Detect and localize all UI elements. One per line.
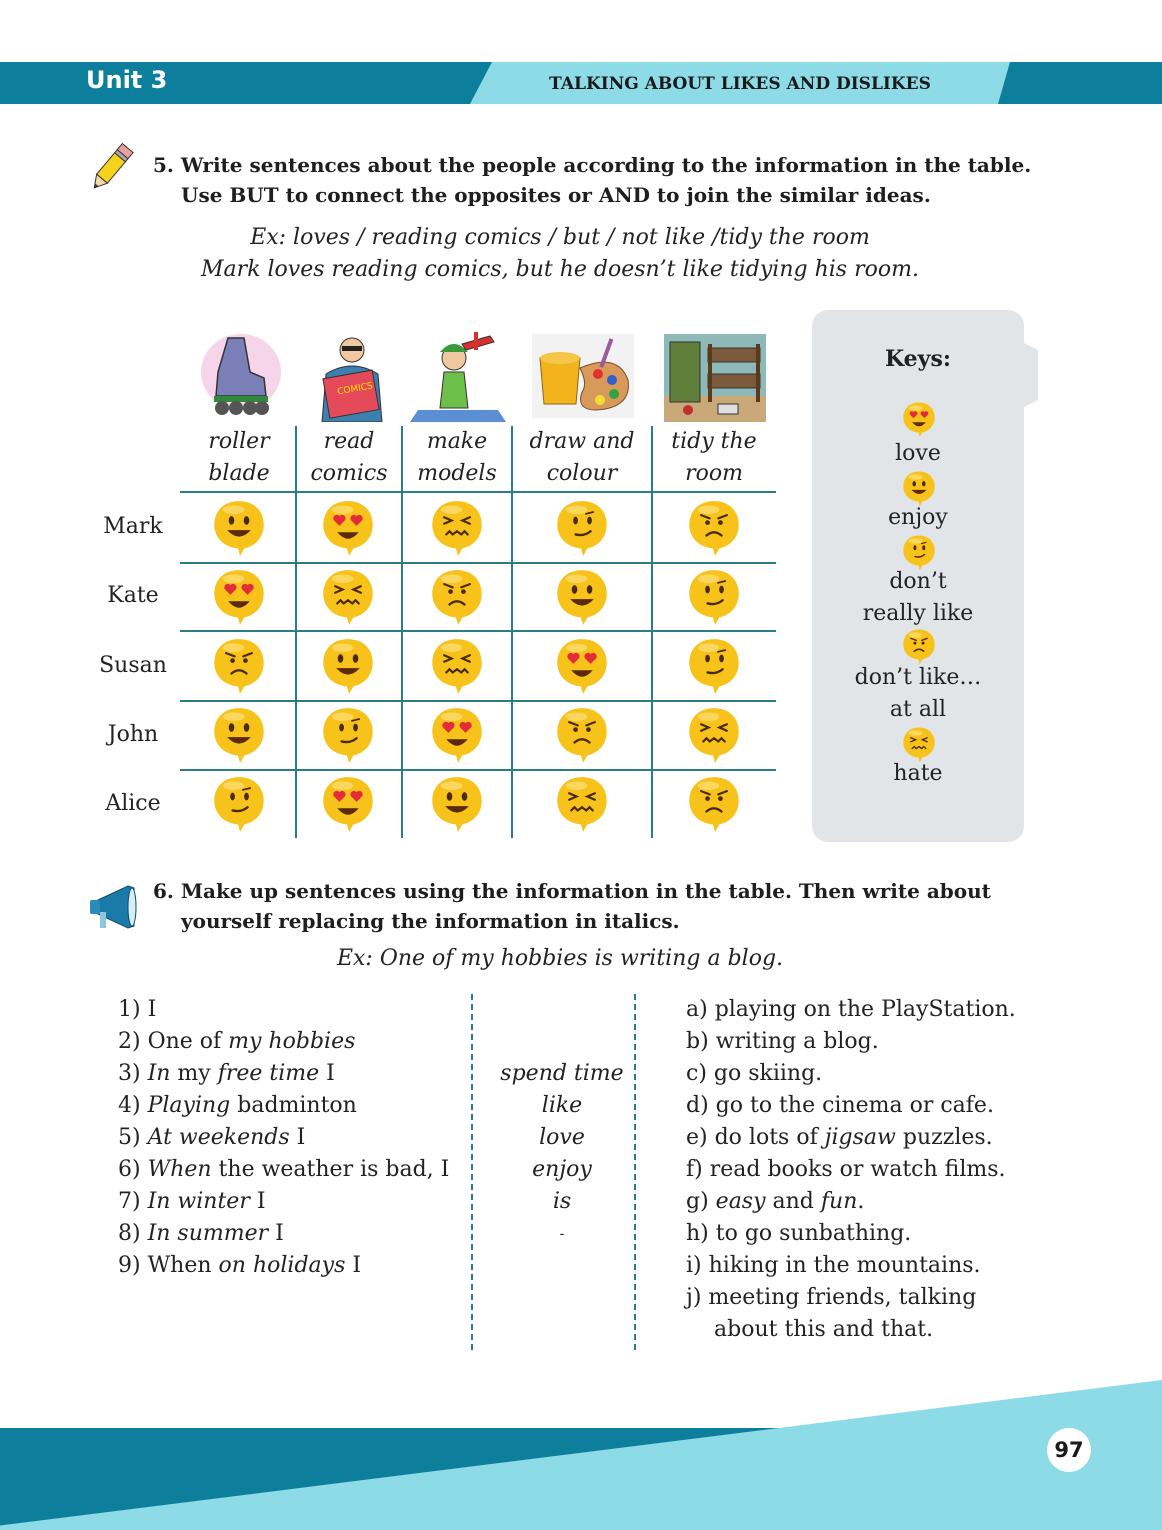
column-header-draw-and-colour: draw and colour (529, 429, 635, 486)
text: . (857, 1189, 865, 1214)
sentence-ending-item (686, 1218, 1016, 1250)
table-horizontal-line (180, 769, 776, 771)
emoji-dont-like-at-all-icon (687, 775, 741, 833)
emoji-hate-icon (687, 706, 741, 764)
text: 8) (118, 1221, 148, 1246)
text: my (170, 1061, 218, 1086)
italic-text: Playing (147, 1093, 231, 1118)
sentence-ending-item (686, 1090, 1016, 1122)
italic-text: easy (715, 1189, 766, 1214)
emoji-enjoy-icon (212, 499, 266, 557)
sentence-ending-item (686, 1026, 1016, 1058)
sentence-start-item (118, 1186, 449, 1218)
model-plane-picture (410, 330, 506, 422)
text: I (319, 1061, 335, 1086)
text: and (765, 1189, 821, 1214)
table-horizontal-line (180, 630, 776, 632)
key-emoji-dont-really-like-icon (902, 534, 936, 572)
text: 7) (118, 1189, 148, 1214)
sentence-endings-list (686, 994, 1016, 1346)
exercise-5-example-line1: Ex: loves / reading comics / but / not like /tidy the room (250, 225, 870, 250)
italic-text: When (147, 1157, 212, 1182)
table-horizontal-line (180, 562, 776, 564)
text: j) meeting friends, talking (686, 1285, 977, 1310)
text: i) hiking in the mountains. (686, 1253, 981, 1278)
key-emoji-dont-like-at-all-icon (902, 628, 936, 666)
key-label-dont-really-like-2: really like (862, 601, 974, 626)
text: I (345, 1253, 362, 1278)
italic-text: my hobbies (228, 1029, 356, 1054)
text: about this and that. (714, 1317, 934, 1342)
text: f) read books or watch films. (686, 1157, 1006, 1182)
text: 5) (118, 1125, 148, 1150)
emoji-enjoy-icon (430, 775, 484, 833)
sentence-ending-item (686, 1186, 1016, 1218)
sentence-ending-item (686, 1122, 1016, 1154)
key-label-hate: hate (893, 761, 943, 786)
sentence-ending-item (686, 1314, 1016, 1346)
paint-palette-picture (532, 334, 634, 418)
emoji-dont-like-at-all-icon (555, 706, 609, 764)
pencil-icon (86, 140, 136, 196)
italic-text: jigsaw (824, 1125, 896, 1150)
text: 6) (118, 1157, 148, 1182)
verb-options-list (492, 1058, 632, 1250)
row-name-alice: Alice (105, 791, 161, 816)
text: 9) When (118, 1253, 219, 1278)
key-emoji-hate-icon (902, 726, 936, 764)
emoji-enjoy-icon (212, 706, 266, 764)
verb-option: love (539, 1125, 585, 1150)
text: 4) (118, 1093, 148, 1118)
column-header-roller-blade: roller blade (208, 429, 270, 486)
text: 3) (118, 1061, 148, 1086)
text: e) do lots of (686, 1125, 825, 1150)
row-name-susan: Susan (99, 653, 167, 678)
emoji-dont-really-like-icon (687, 568, 741, 626)
sentence-start-item (118, 1218, 449, 1250)
table-horizontal-line (180, 491, 776, 493)
emoji-hate-icon (430, 637, 484, 695)
emoji-dont-really-like-icon (555, 499, 609, 557)
table-vertical-line (511, 426, 513, 838)
exercise-6-instruction-line1: 6. Make up sentences using the information in the table. Then write about (153, 879, 991, 903)
text: the weather is bad, I (211, 1157, 450, 1182)
table-vertical-line (401, 426, 403, 838)
italic-text: on holidays (218, 1253, 346, 1278)
italic-text: In (147, 1061, 171, 1086)
text: badminton (230, 1093, 357, 1118)
unit-label: Unit 3 (86, 66, 168, 94)
verb-option: - (559, 1226, 565, 1242)
text: I (289, 1125, 306, 1150)
emoji-dont-like-at-all-icon (430, 568, 484, 626)
text: a) playing on the PlayStation. (686, 997, 1016, 1022)
key-label-enjoy: enjoy (888, 505, 948, 530)
italic-text: free time (217, 1061, 320, 1086)
row-name-john: John (107, 722, 159, 747)
emoji-hate-icon (430, 499, 484, 557)
italic-text: In summer (147, 1221, 269, 1246)
exercise-5-instruction-line2: Use BUT to connect the opposites or AND to join the similar ideas. (181, 183, 931, 207)
key-label-dont-like-at-all-1: don’t like… (854, 665, 982, 690)
table-vertical-line (295, 426, 297, 838)
verb-option: spend time (500, 1061, 624, 1086)
text: h) to go sunbathing. (686, 1221, 912, 1246)
text: I (249, 1189, 266, 1214)
sentence-start-item (118, 1250, 449, 1282)
text: puzzles. (895, 1125, 993, 1150)
emoji-dont-like-at-all-icon (687, 499, 741, 557)
emoji-love-icon (555, 637, 609, 695)
column-header-tidy-the-room: tidy the room (671, 429, 757, 486)
exercise-5-instruction-line1: 5. Write sentences about the people according to the information in the table. (153, 153, 1032, 177)
keys-title: Keys: (885, 346, 951, 372)
italic-text: At weekends (147, 1125, 290, 1150)
text: 2) One of (118, 1029, 229, 1054)
table-vertical-line (651, 426, 653, 838)
emoji-hate-icon (321, 568, 375, 626)
text: b) writing a blog. (686, 1029, 879, 1054)
text: d) go to the cinema or cafe. (686, 1093, 994, 1118)
emoji-dont-really-like-icon (687, 637, 741, 695)
emoji-hate-icon (555, 775, 609, 833)
page-number: 97 (1047, 1428, 1091, 1472)
text: 1) I (118, 997, 157, 1022)
sentence-ending-item (686, 1282, 1016, 1314)
sentence-ending-item (686, 994, 1016, 1026)
row-name-kate: Kate (107, 583, 159, 608)
page-title: TALKING ABOUT LIKES AND DISLIKES (549, 74, 931, 94)
table-horizontal-line (180, 700, 776, 702)
sentence-starts-list (118, 994, 449, 1282)
key-emoji-love-icon (902, 401, 936, 439)
verb-option: like (541, 1093, 583, 1118)
sentence-start-item (118, 1122, 449, 1154)
column-header-read-comics: read comics (310, 429, 388, 486)
emoji-dont-really-like-icon (212, 775, 266, 833)
emoji-love-icon (212, 568, 266, 626)
key-label-dont-like-at-all-2: at all (889, 697, 947, 722)
text: c) go skiing. (686, 1061, 823, 1086)
exercise-6-example: Ex: One of my hobbies is writing a blog. (336, 946, 784, 971)
sentence-start-item (118, 1090, 449, 1122)
column-divider (634, 994, 636, 1350)
emoji-enjoy-icon (321, 637, 375, 695)
emoji-enjoy-icon (555, 568, 609, 626)
sentence-start-item (118, 994, 449, 1026)
sentence-ending-item (686, 1154, 1016, 1186)
italic-text: In winter (147, 1189, 250, 1214)
verb-option: is (552, 1189, 572, 1214)
key-label-love: love (895, 441, 941, 466)
emoji-love-icon (321, 499, 375, 557)
verb-option: enjoy (532, 1157, 592, 1182)
text: g) (686, 1189, 716, 1214)
sentence-start-item (118, 1154, 449, 1186)
svg-text:COMICS: COMICS (336, 381, 374, 398)
column-header-make-models: make models (417, 429, 497, 486)
sentence-ending-item (686, 1058, 1016, 1090)
key-label-dont-really-like-1: don’t (889, 569, 947, 594)
emoji-love-icon (430, 706, 484, 764)
messy-room-picture (664, 334, 766, 422)
key-emoji-enjoy-icon (902, 470, 936, 508)
emoji-dont-really-like-icon (321, 706, 375, 764)
text: I (268, 1221, 284, 1246)
emoji-love-icon (321, 775, 375, 833)
megaphone-icon (88, 884, 138, 932)
sentence-ending-item (686, 1250, 1016, 1282)
sentence-start-item (118, 1058, 449, 1090)
row-name-mark: Mark (103, 514, 163, 539)
emoji-dont-like-at-all-icon (212, 637, 266, 695)
exercise-6-instruction-line2: yourself replacing the information in italics. (181, 909, 680, 933)
sentence-start-item (118, 1026, 449, 1058)
rollerblade-picture (198, 332, 284, 420)
reading-comics-picture (312, 334, 392, 422)
column-divider (471, 994, 473, 1350)
exercise-5-example-line2: Mark loves reading comics, but he doesn’t like tidying his room. (201, 257, 919, 282)
italic-text: fun (820, 1189, 858, 1214)
